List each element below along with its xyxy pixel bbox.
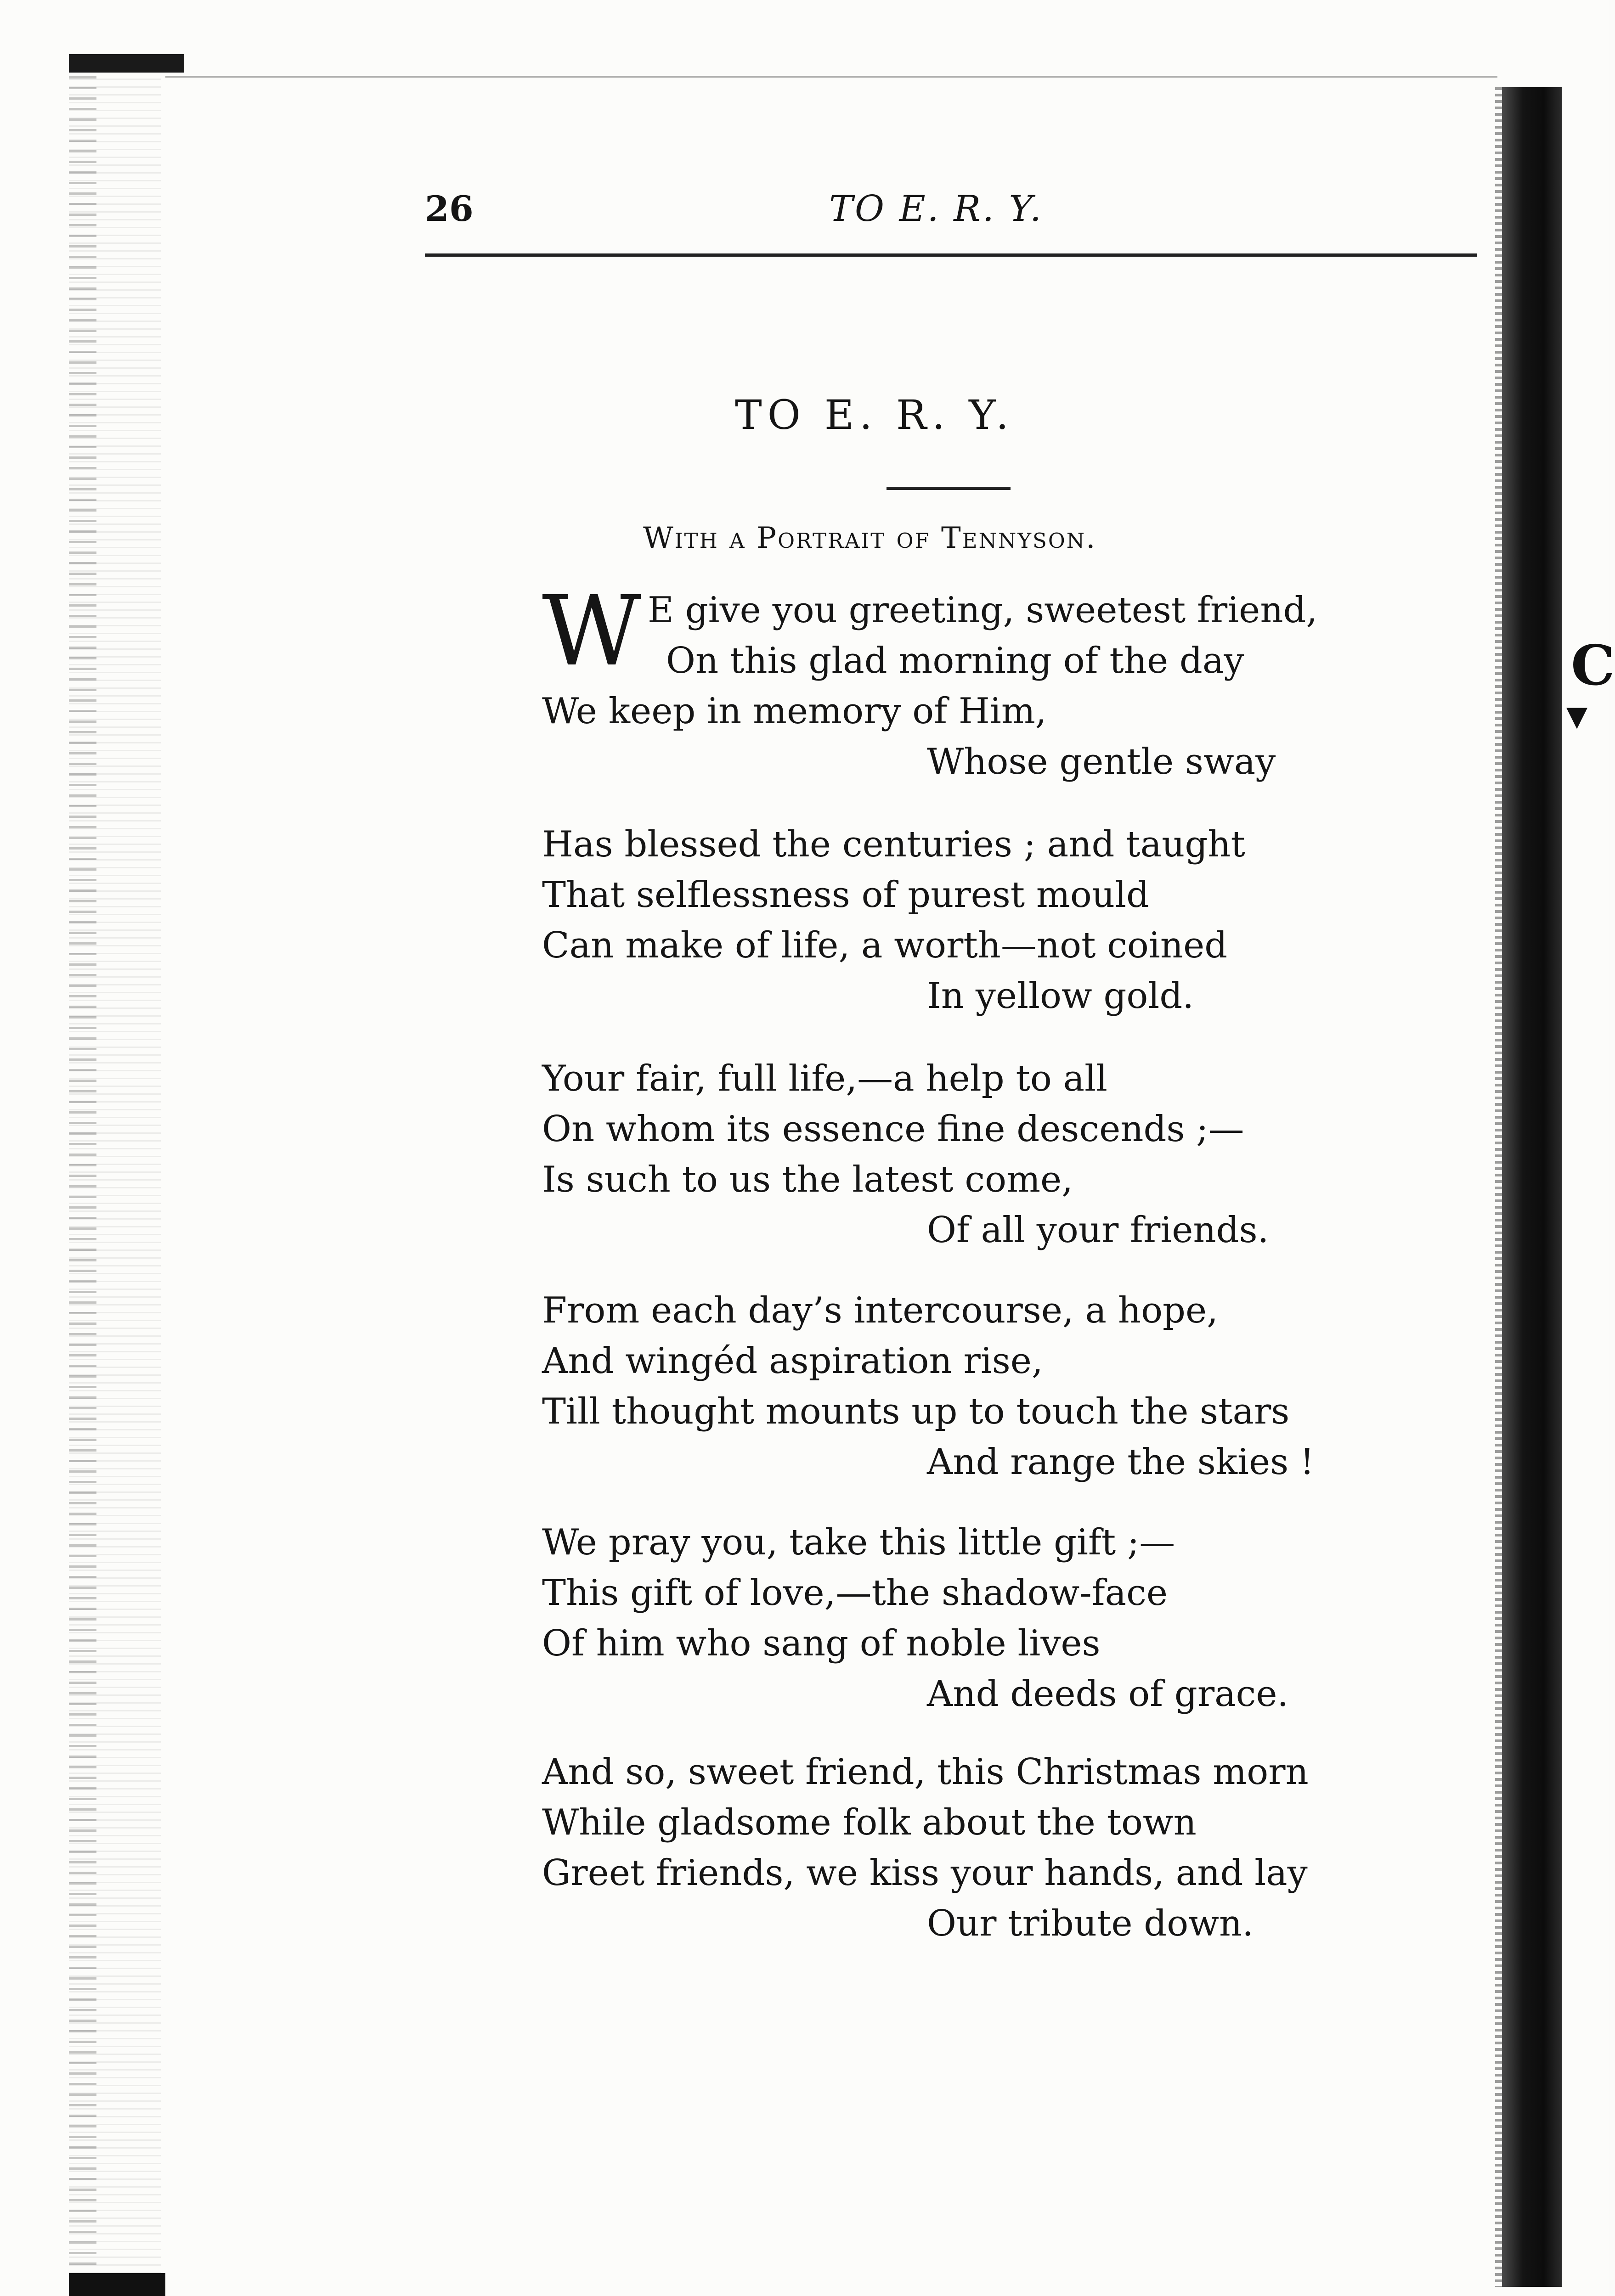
poem-line: Greet friends, we kiss your hands, and lay [542, 1852, 1308, 1894]
poem-line: We pray you, take this little gift ;— [542, 1522, 1175, 1563]
poem-line: Has blessed the centuries ; and taught [542, 824, 1245, 865]
right-binding-shadow [1502, 87, 1562, 2287]
poem-line: E give you greeting, sweetest friend, [648, 590, 1318, 631]
poem-line: And so, sweet friend, this Christmas morn [542, 1751, 1309, 1793]
top-left-corner-mark [69, 54, 184, 73]
poem-line: We keep in memory of Him, [542, 691, 1047, 732]
poem-line: In yellow gold. [927, 975, 1194, 1017]
poem-line: Your fair, full life,—a help to all [542, 1058, 1107, 1099]
poem-line: And deeds of grace. [927, 1673, 1289, 1715]
poem-line: Of him who sang of noble lives [542, 1623, 1101, 1664]
poem-line: And range the skies ! [927, 1441, 1315, 1483]
poem-line: Is such to us the latest come, [542, 1159, 1073, 1200]
poem-line: This gift of love,—the shadow-face [542, 1572, 1168, 1614]
poem-line: That selflessness of purest mould [542, 874, 1149, 916]
poem-line: Till thought mounts up to touch the stars [542, 1391, 1290, 1432]
title-rule [887, 487, 1011, 490]
poem-line: While gladsome folk about the town [542, 1802, 1197, 1843]
poem-line: Our tribute down. [927, 1903, 1254, 1944]
top-scan-line [165, 76, 1497, 78]
poem-line: And wingéd aspiration rise, [542, 1340, 1043, 1382]
poem-subtitle: With a Portrait of Tennyson. [643, 521, 1097, 555]
page-number: 26 [425, 188, 474, 229]
margin-mark-c: C [1571, 633, 1615, 698]
running-title: TO E. R. Y. [829, 188, 1043, 230]
bottom-left-corner-mark [69, 2273, 165, 2296]
margin-mark-triangle: ▼ [1566, 700, 1588, 732]
poem-line: Of all your friends. [927, 1210, 1269, 1251]
left-edge-shadow [69, 55, 96, 2296]
poem-line: Whose gentle sway [927, 741, 1276, 782]
poem-line: Can make of life, a worth—not coined [542, 925, 1228, 966]
poem-line: On whom its essence fine descends ;— [542, 1109, 1244, 1150]
running-header [425, 184, 1481, 234]
header-rule [425, 253, 1477, 257]
poem-title: TO E. R. Y. [735, 391, 1014, 439]
drop-cap: W [542, 575, 641, 687]
poem-line: On this glad morning of the day [666, 640, 1244, 681]
poem-line: From each day’s intercourse, a hope, [542, 1290, 1218, 1331]
